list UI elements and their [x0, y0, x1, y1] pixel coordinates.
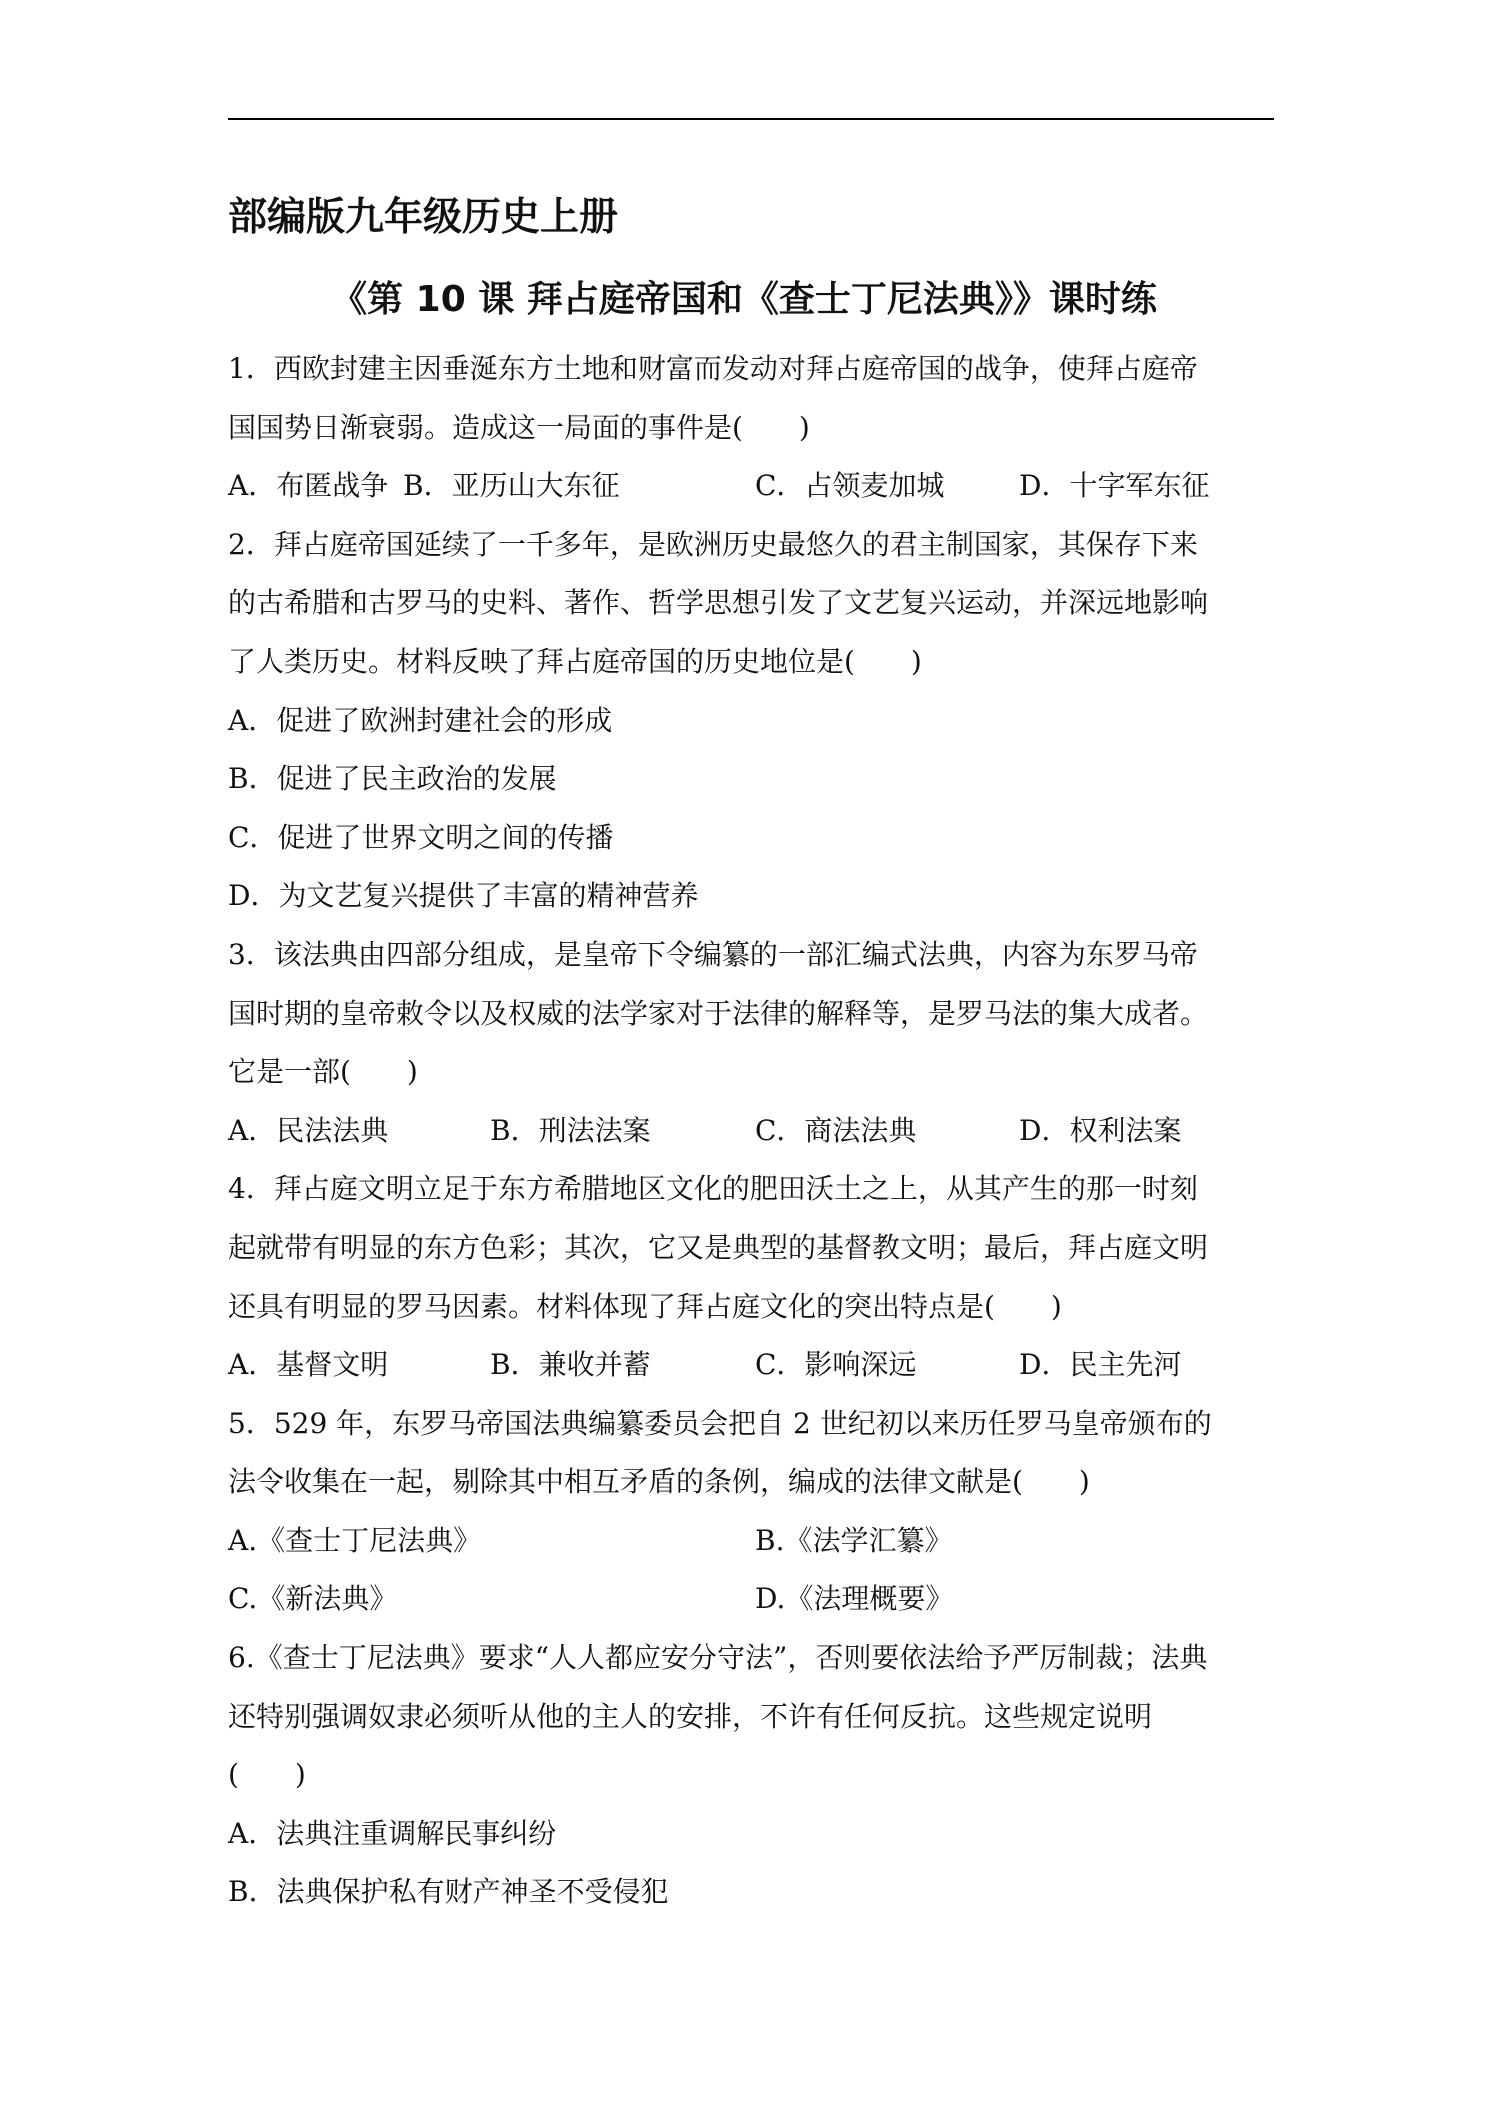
option-b: B．促进了民主政治的发展	[228, 762, 557, 796]
question-stem: 5．529 年，东罗马帝国法典编纂委员会把自 2 世纪初以来历任罗马皇帝颁布的	[228, 1406, 1212, 1440]
option-d: D．十字军东征	[1019, 469, 1210, 503]
question-stem: 国时期的皇帝敕令以及权威的法学家对于法律的解释等，是罗马法的集大成者。	[228, 996, 1209, 1030]
question-stem: 起就带有明显的东方色彩；其次，它又是典型的基督教文明；最后，拜占庭文明	[228, 1230, 1209, 1264]
question-stem: 4．拜占庭文明立足于东方希腊地区文化的肥田沃土之上，从其产生的那一时刻	[228, 1172, 1198, 1206]
question-stem: 6.《查士丁尼法典》要求“人人都应安分守法”，否则要依法给予严厉制裁；法典	[228, 1641, 1208, 1675]
option-b: B．亚历山大东征	[403, 469, 620, 503]
question-stem: 法令收集在一起，剔除其中相互矛盾的条例，编成的法律文献是( )	[228, 1465, 1090, 1499]
option-row	[228, 1512, 1278, 1571]
question-list	[228, 340, 1278, 1922]
question-stem: 的古希腊和古罗马的史料、著作、哲学思想引发了文艺复兴运动，并深远地影响	[228, 586, 1209, 620]
question-3	[228, 926, 1278, 1160]
option-a: A．基督文明	[228, 1348, 389, 1382]
question-stem: 了人类历史。材料反映了拜占庭帝国的历史地位是( )	[228, 644, 922, 678]
option-a: A．促进了欧洲封建社会的形成	[228, 703, 613, 737]
question-stem: 国国势日渐衰弱。造成这一局面的事件是( )	[228, 410, 810, 444]
question-5	[228, 1395, 1278, 1629]
option-c: C.《新法典》	[228, 1582, 398, 1616]
option-b: B．兼收并蓄	[490, 1348, 651, 1382]
question-stem: ( )	[228, 1758, 306, 1792]
option-c: C．影响深远	[755, 1348, 917, 1382]
option-a: A.《查士丁尼法典》	[228, 1523, 482, 1557]
option-a: A．民法法典	[228, 1113, 389, 1147]
option-c: C．占领麦加城	[755, 469, 945, 503]
option-row	[228, 457, 1278, 516]
question-stem: 它是一部( )	[228, 1055, 418, 1089]
question-stem: 2．拜占庭帝国延续了一千多年，是欧洲历史最悠久的君主制国家，其保存下来	[228, 527, 1198, 561]
option-b: B.《法学汇纂》	[755, 1523, 953, 1557]
question-stem: 1．西欧封建主因垂涎东方土地和财富而发动对拜占庭帝国的战争，使拜占庭帝	[228, 352, 1198, 385]
question-stem: 还具有明显的罗马因素。材料体现了拜占庭文化的突出特点是( )	[228, 1289, 1062, 1323]
question-4	[228, 1160, 1278, 1394]
question-stem: 3．该法典由四部分组成，是皇帝下令编纂的一部汇编式法典，内容为东罗马帝	[228, 937, 1198, 971]
option-row	[228, 1336, 1278, 1395]
option-b: B．刑法法案	[490, 1113, 651, 1147]
question-2	[228, 516, 1278, 926]
option-d: D．权利法案	[1019, 1113, 1182, 1147]
document-subtitle: 《第 10 课 拜占庭帝国和《查士丁尼法典》》课时练	[331, 279, 1157, 320]
question-6	[228, 1629, 1278, 1922]
question-stem: 还特别强调奴隶必须听从他的主人的安排，不许有任何反抗。这些规定说明	[228, 1699, 1153, 1733]
option-a: A．布匿战争	[228, 469, 389, 503]
option-c: C．商法法典	[755, 1113, 917, 1147]
option-d: D．为文艺复兴提供了丰富的精神营养	[228, 879, 699, 913]
option-d: D．民主先河	[1019, 1348, 1182, 1382]
option-a: A．法典注重调解民事纠纷	[228, 1816, 557, 1850]
option-row	[228, 1102, 1278, 1161]
option-row	[228, 1570, 1278, 1629]
option-b: B．法典保护私有财产神圣不受侵犯	[228, 1875, 669, 1909]
option-d: D.《法理概要》	[755, 1582, 954, 1616]
header-rule	[228, 118, 1274, 120]
option-c: C．促进了世界文明之间的传播	[228, 820, 614, 854]
document-title: 部编版九年级历史上册	[228, 195, 619, 240]
question-1	[228, 340, 1278, 516]
